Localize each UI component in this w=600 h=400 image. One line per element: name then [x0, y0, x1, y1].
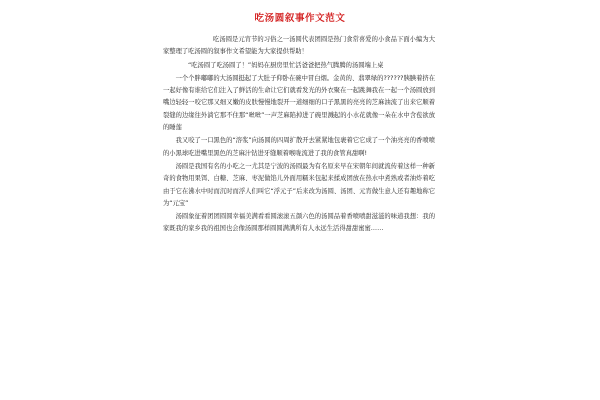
body-paragraph: 一个个胖嘟嘟的大汤圆挺起了大肚子仰卧在碗中冒白烟。金黄的、翡翠绿的??????胰腆着挤在一起好像有谁给它们注入了鲜活的生命让它们就看发光的外衣聚在一起跳舞我在一起一个汤圆放到嘴边轻轻一咬它那又细又嫩的皮肤慢慢地裂开一道细细的口子黑黑的亮亮的芝麻油流了出来它顺着裂缝的边缘往外淌它那不住那“咝咝”一声芝麻陷掉进了碗里溅起的小水花就像一朵在水中含苞欲放的睡莲	[163, 74, 435, 132]
document-title: 吃汤圆叙事作文范文	[254, 13, 346, 24]
body-paragraph: 汤圆是我国有名的小吃之一尤其是宁波的汤圆最为有名原来早在宋朝年间就流传着这样一种新奇的食物用果饵、白糖、芝麻、枣泥做馅儿外面用糯米包起来揉成团放在热水中煮熟或者油炸着吃由于它在沸水中时而沉时而浮人们叫它“浮元子”后来改为汤圆、汤团、元宵做生意人还有趣地称它为“元宝”	[163, 162, 435, 207]
document-body	[163, 34, 435, 236]
body-paragraph: “吃汤圆了吃汤圆了！”妈妈在厨房里忙活爸爸把热气腾腾的汤圆端上桌	[188, 61, 384, 69]
intro-paragraph: 吃汤圆是元宵节的习俗之一汤圆代表团圆是热门食常喜爱的小食品下面小编为大家整理了吃汤圆的叙事作文希望能为大家提供帮助！	[163, 36, 435, 56]
closing-paragraph: 汤圆象征着团团圆圆幸福美满看看圆滚滚五颜六色的汤圆品着香喷喷甜滋滋的味道我想：我的家既我的家乡我的祖国也会像汤圆那样圆圆满满所有人永远生活得甜甜蜜蜜……	[163, 213, 435, 233]
body-paragraph: 我又咬了一口黑色的“溶浆”向汤圆的四周扩散开去紧紧地包裹着它它成了一个油亮亮的香喷喷的小黑球吃进嘴里黑色的芝麻汁钻进牙缝顺着喉咙流进了我的食管真甜啊!	[163, 137, 435, 157]
